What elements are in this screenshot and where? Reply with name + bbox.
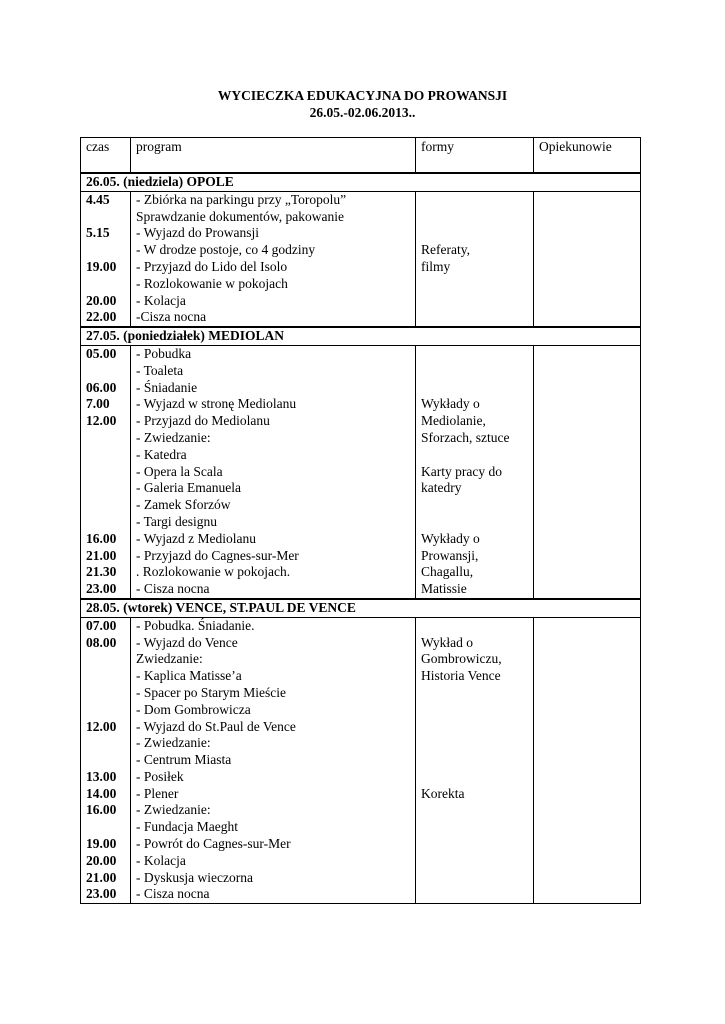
time-line	[86, 209, 130, 226]
program-line: - Rozlokowanie w pokojach	[136, 275, 288, 291]
time-line: 7.00	[86, 396, 110, 412]
program-line: - Zamek Sforzów	[136, 497, 231, 513]
formy-line	[421, 870, 533, 887]
program-line: - Cisza nocna	[136, 581, 210, 597]
time-line: 05.00	[86, 345, 117, 361]
program-line: - Galeria Emanuela	[136, 480, 241, 496]
opiekunowie-cell	[534, 345, 641, 598]
day-heading: 26.05. (niedziela) OPOLE	[81, 173, 641, 191]
time-line	[86, 752, 130, 769]
program-line: - Zwiedzanie:	[136, 735, 211, 751]
program-line: - Kaplica Matisse’a	[136, 668, 242, 684]
program-cell	[131, 345, 416, 598]
formy-line: katedry	[421, 480, 462, 496]
header-opiekunowie: Opiekunowie	[534, 138, 641, 174]
time-line: 16.00	[86, 530, 117, 546]
formy-line	[421, 309, 533, 326]
formy-line	[421, 886, 533, 903]
time-line: 13.00	[86, 768, 117, 784]
program-line: - Zwiedzanie:	[136, 802, 211, 818]
program-line: . Rozlokowanie w pokojach.	[136, 564, 291, 580]
time-line: 19.00	[86, 258, 117, 274]
program-line: - Posiłek	[136, 768, 184, 784]
time-line	[86, 363, 130, 380]
formy-line	[421, 497, 533, 514]
program-line: - Zbiórka na parkingu przy „Toropolu”	[136, 191, 347, 207]
time-line: 14.00	[86, 785, 117, 801]
program-line: - Plener	[136, 785, 179, 801]
formy-line	[421, 735, 533, 752]
program-line: - Przyjazd do Lido del Isolo	[136, 258, 288, 274]
formy-line	[421, 836, 533, 853]
time-line: 23.00	[86, 886, 117, 902]
program-line: - Centrum Miasta	[136, 752, 232, 768]
time-line: 20.00	[86, 292, 117, 308]
program-line: - Pobudka. Śniadanie.	[136, 617, 255, 633]
formy-line	[421, 819, 533, 836]
program-line: Zwiedzanie:	[136, 651, 203, 667]
time-cell	[81, 191, 131, 327]
program-line: - Spacer po Starym Mieście	[136, 684, 286, 700]
program-line: - Przyjazd do Cagnes-sur-Mer	[136, 547, 299, 563]
day-heading: 27.05. (poniedziałek) MEDIOLAN	[81, 327, 641, 345]
program-line: - Cisza nocna	[136, 886, 210, 902]
program-line: - Zwiedzanie:	[136, 429, 211, 445]
formy-line: Chagallu,	[421, 564, 474, 580]
program-line: - Wyjazd do St.Paul de Vence	[136, 718, 296, 734]
program-line: - Toaleta	[136, 362, 184, 378]
formy-line: Karty pracy do	[421, 463, 502, 479]
formy-line: Wykłady o	[421, 530, 480, 546]
program-cell	[131, 617, 416, 904]
time-line	[86, 464, 130, 481]
formy-line	[421, 346, 533, 363]
formy-line: Wykłady o	[421, 396, 480, 412]
document-dates: 26.05.-02.06.2013..	[309, 105, 416, 120]
formy-line	[421, 293, 533, 310]
program-line: - Opera la Scala	[136, 463, 223, 479]
header-program: program	[131, 138, 416, 174]
formy-line: Historia Vence	[421, 668, 501, 684]
formy-line: Referaty,	[421, 242, 470, 258]
formy-line	[421, 702, 533, 719]
time-line: 21.00	[86, 547, 117, 563]
day-heading-row	[81, 599, 641, 617]
formy-cell	[416, 191, 534, 327]
formy-line	[421, 685, 533, 702]
time-line: 07.00	[86, 617, 117, 633]
formy-line: Wykład o	[421, 634, 474, 650]
time-line	[86, 480, 130, 497]
time-line: 22.00	[86, 309, 117, 325]
time-line	[86, 819, 130, 836]
formy-line: Gombrowiczu,	[421, 651, 502, 667]
formy-line: Mediolanie,	[421, 413, 486, 429]
header-formy: formy	[416, 138, 534, 174]
formy-line	[421, 447, 533, 464]
program-line: -Cisza nocna	[136, 309, 207, 325]
opiekunowie-cell	[534, 617, 641, 904]
time-line	[86, 242, 130, 259]
formy-line	[421, 769, 533, 786]
time-line	[86, 702, 130, 719]
opiekunowie-cell	[534, 191, 641, 327]
formy-line	[421, 209, 533, 226]
program-line: - Wyjazd w stronę Mediolanu	[136, 396, 297, 412]
program-line: - W drodze postoje, co 4 godziny	[136, 242, 316, 258]
time-line	[86, 514, 130, 531]
formy-line	[421, 380, 533, 397]
time-line: 23.00	[86, 581, 117, 597]
program-line: - Fundacja Maeght	[136, 819, 238, 835]
formy-line	[421, 363, 533, 380]
time-line: 12.00	[86, 413, 117, 429]
schedule-table	[80, 137, 641, 904]
document-title: WYCIECZKA EDUKACYJNA DO PROWANSJI	[217, 88, 508, 103]
time-line: 16.00	[86, 802, 117, 818]
time-line: 21.00	[86, 869, 117, 885]
formy-cell	[416, 345, 534, 598]
time-line: 5.15	[86, 225, 110, 241]
formy-line: Sforzach, sztuce	[421, 429, 510, 445]
time-line	[86, 497, 130, 514]
formy-line: Matissie	[421, 581, 467, 597]
time-line	[86, 276, 130, 293]
formy-cell	[416, 617, 534, 904]
time-line: 19.00	[86, 836, 117, 852]
formy-line	[421, 752, 533, 769]
time-line: 12.00	[86, 718, 117, 734]
formy-line	[421, 276, 533, 293]
time-line	[86, 651, 130, 668]
time-cell	[81, 345, 131, 598]
formy-line: Prowansji,	[421, 547, 479, 563]
program-line: - Przyjazd do Mediolanu	[136, 413, 270, 429]
table-header-row	[81, 138, 641, 174]
program-cell	[131, 191, 416, 327]
program-line: - Powrót do Cagnes-sur-Mer	[136, 836, 291, 852]
day-heading-row	[81, 327, 641, 345]
time-line	[86, 447, 130, 464]
day-body-row	[81, 345, 641, 598]
header-czas: czas	[81, 138, 131, 174]
day-heading-row	[81, 173, 641, 191]
time-cell	[81, 617, 131, 904]
day-body-row	[81, 191, 641, 327]
program-line: - Śniadanie	[136, 379, 198, 395]
formy-line	[421, 514, 533, 531]
program-line: - Dom Gombrowicza	[136, 701, 251, 717]
formy-line: filmy	[421, 258, 451, 274]
program-line: - Dyskusja wieczorna	[136, 869, 253, 885]
time-line: 4.45	[86, 191, 110, 207]
time-line	[86, 668, 130, 685]
formy-line: Korekta	[421, 785, 465, 801]
formy-line	[421, 225, 533, 242]
day-heading: 28.05. (wtorek) VENCE, ST.PAUL DE VENCE	[81, 599, 641, 617]
time-line: 21.30	[86, 564, 117, 580]
formy-line	[421, 853, 533, 870]
formy-line	[421, 719, 533, 736]
program-line: - Kolacja	[136, 852, 186, 868]
program-line: - Wyjazd z Mediolanu	[136, 530, 257, 546]
program-line: Sprawdzanie dokumentów, pakowanie	[136, 208, 344, 224]
time-line: 20.00	[86, 852, 117, 868]
time-line: 06.00	[86, 379, 117, 395]
program-line: - Kolacja	[136, 292, 186, 308]
time-line	[86, 430, 130, 447]
time-line	[86, 735, 130, 752]
day-body-row	[81, 617, 641, 904]
program-line: - Targi designu	[136, 513, 218, 529]
time-line	[86, 685, 130, 702]
formy-line	[421, 618, 533, 635]
program-line: - Wyjazd do Prowansji	[136, 225, 260, 241]
program-line: - Wyjazd do Vence	[136, 634, 238, 650]
formy-line	[421, 802, 533, 819]
program-line: - Pobudka	[136, 345, 192, 361]
time-line: 08.00	[86, 634, 117, 650]
program-line: - Katedra	[136, 446, 187, 462]
formy-line	[421, 192, 533, 209]
